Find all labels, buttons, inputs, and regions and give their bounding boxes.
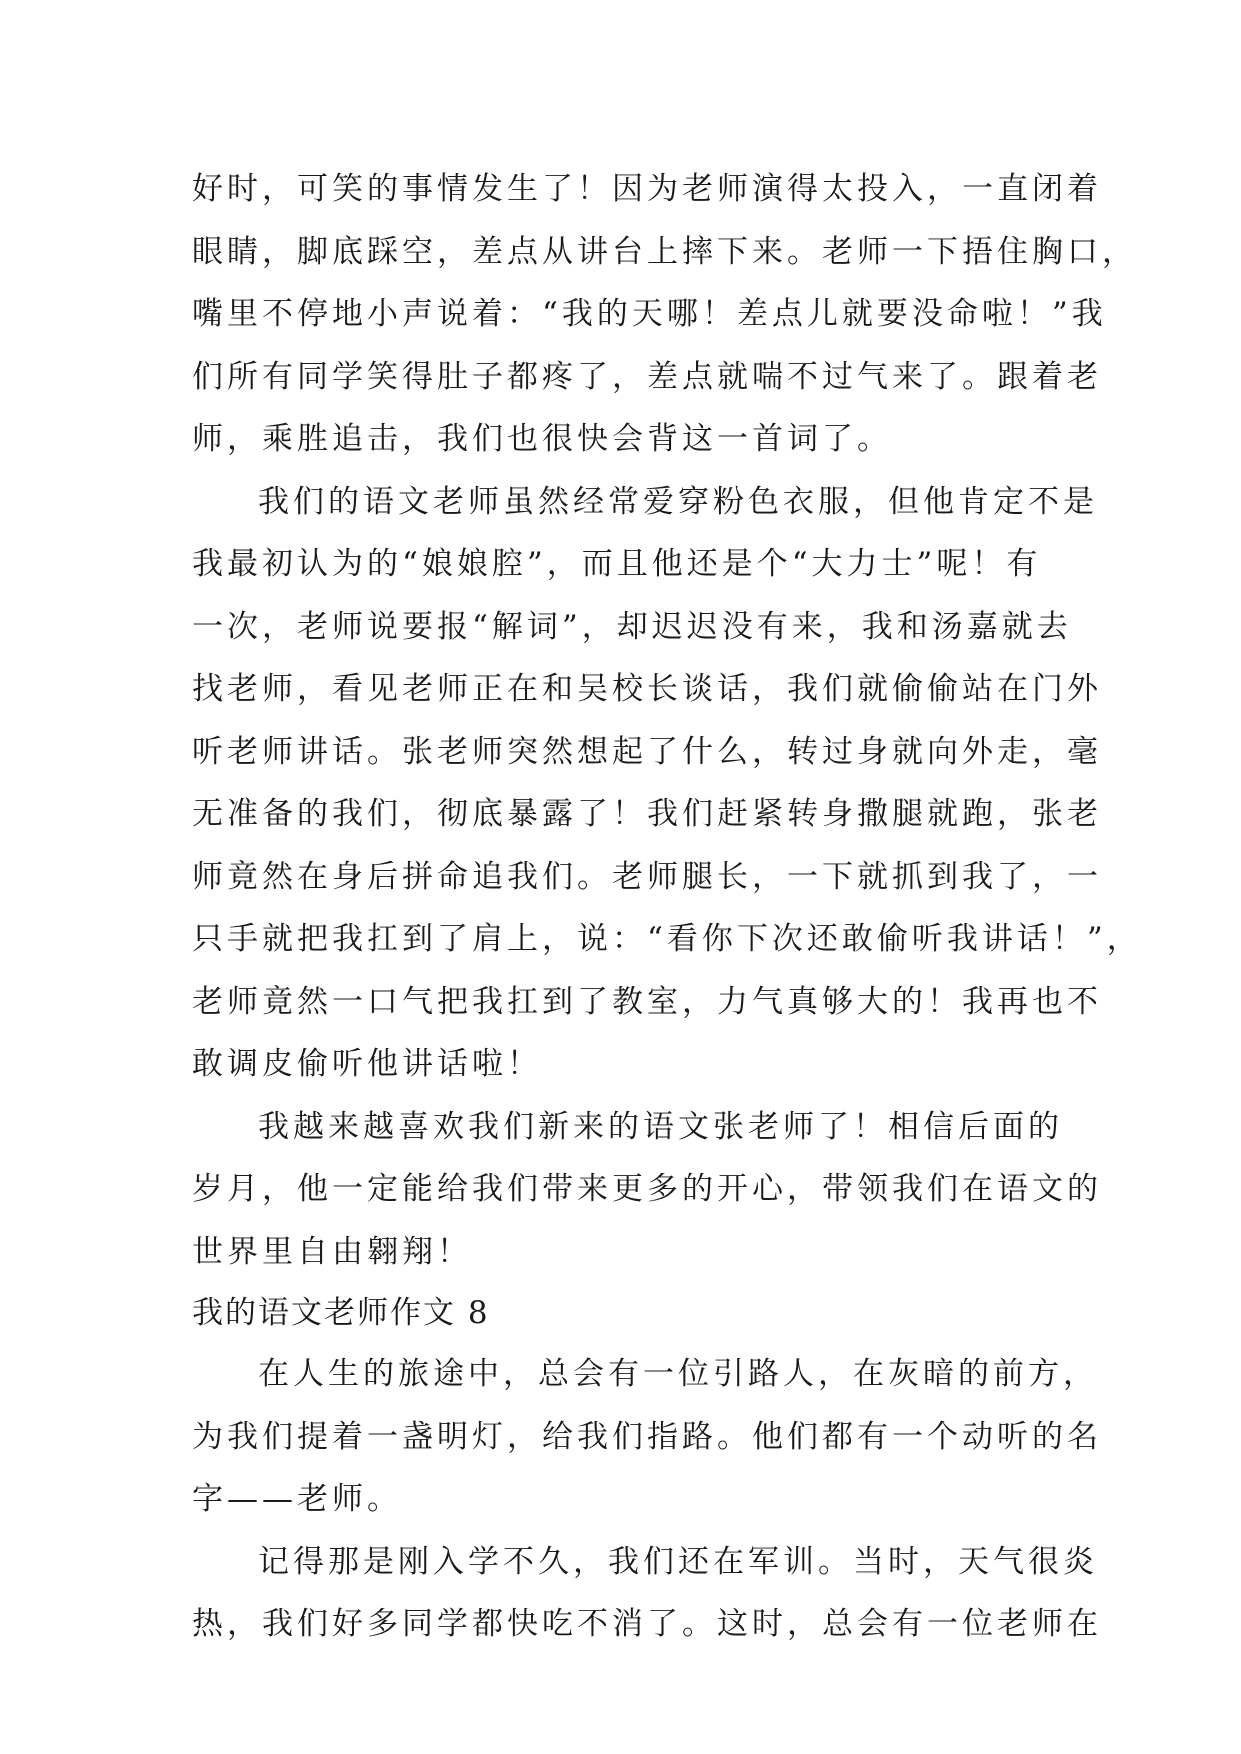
paragraph <box>192 1343 1102 1531</box>
text-line: 我最初认为的“娘娘腔”，而且他还是个“大力士”呢！有 <box>192 546 1042 582</box>
text-line: 好时，可笑的事情发生了！因为老师演得太投入，一直闭着 <box>192 171 1102 207</box>
document-page <box>192 158 1142 1656</box>
text-line: 只手就把我扛到了肩上，说：“看你下次还敢偷听我讲话！”， <box>192 921 1142 957</box>
paragraph <box>192 471 1142 1096</box>
text-line: 师竟然在身后拼命追我们。老师腿长，一下就抓到我了，一 <box>192 858 1102 895</box>
text-line: 字——老师。 <box>192 1481 402 1517</box>
text-line: 我越来越喜欢我们新来的语文张老师了！相信后面的 <box>258 1108 1063 1145</box>
text-line: 敢调皮偷听他讲话啦！ <box>192 1046 542 1082</box>
text-line: 世界里自由翱翔！ <box>192 1233 472 1270</box>
text-line: 听老师讲话。张老师突然想起了什么，转过身就向外走，毫 <box>192 733 1102 770</box>
text-line: 我们的语文老师虽然经常爱穿粉色衣服，但他肯定不是 <box>258 483 1098 520</box>
body-text-after-heading <box>192 1343 1102 1656</box>
text-line: 热，我们好多同学都快吃不消了。这时，总会有一位老师在 <box>192 1606 1102 1642</box>
text-line: 岁月，他一定能给我们带来更多的开心，带领我们在语文的 <box>192 1171 1102 1207</box>
text-line: 记得那是刚入学不久，我们还在军训。当时，天气很炎 <box>258 1543 1098 1580</box>
text-line: 们所有同学笑得肚子都疼了，差点就喘不过气来了。跟着老 <box>192 358 1102 395</box>
text-line: 老师竟然一口气把我扛到了教室，力气真够大的！我再也不 <box>192 983 1102 1020</box>
text-line: 眼睛，脚底踩空，差点从讲台上摔下来。老师一下捂住胸口， <box>192 233 1137 270</box>
text-line: 嘴里不停地小声说着：“我的天哪！差点儿就要没命啦！”我 <box>192 296 1107 332</box>
body-text-before-heading <box>192 158 1142 1283</box>
text-line: 为我们提着一盏明灯，给我们指路。他们都有一个动听的名 <box>192 1418 1102 1455</box>
text-line: 找老师，看见老师正在和吴校长谈话，我们就偷偷站在门外 <box>192 671 1102 707</box>
text-line: 无准备的我们，彻底暴露了！我们赶紧转身撒腿就跑，张老 <box>192 796 1102 832</box>
paragraph <box>192 158 1137 471</box>
paragraph <box>192 1096 1102 1284</box>
text-line: 师，乘胜追击，我们也很快会背这一首词了。 <box>192 421 892 457</box>
text-line: 一次，老师说要报“解词”，却迟迟没有来，我和汤嘉就去 <box>192 608 1072 645</box>
section-heading: 我的语文老师作文 8 <box>192 1295 490 1331</box>
text-line: 在人生的旅途中，总会有一位引路人，在灰暗的前方， <box>258 1356 1098 1392</box>
paragraph <box>192 1531 1102 1656</box>
